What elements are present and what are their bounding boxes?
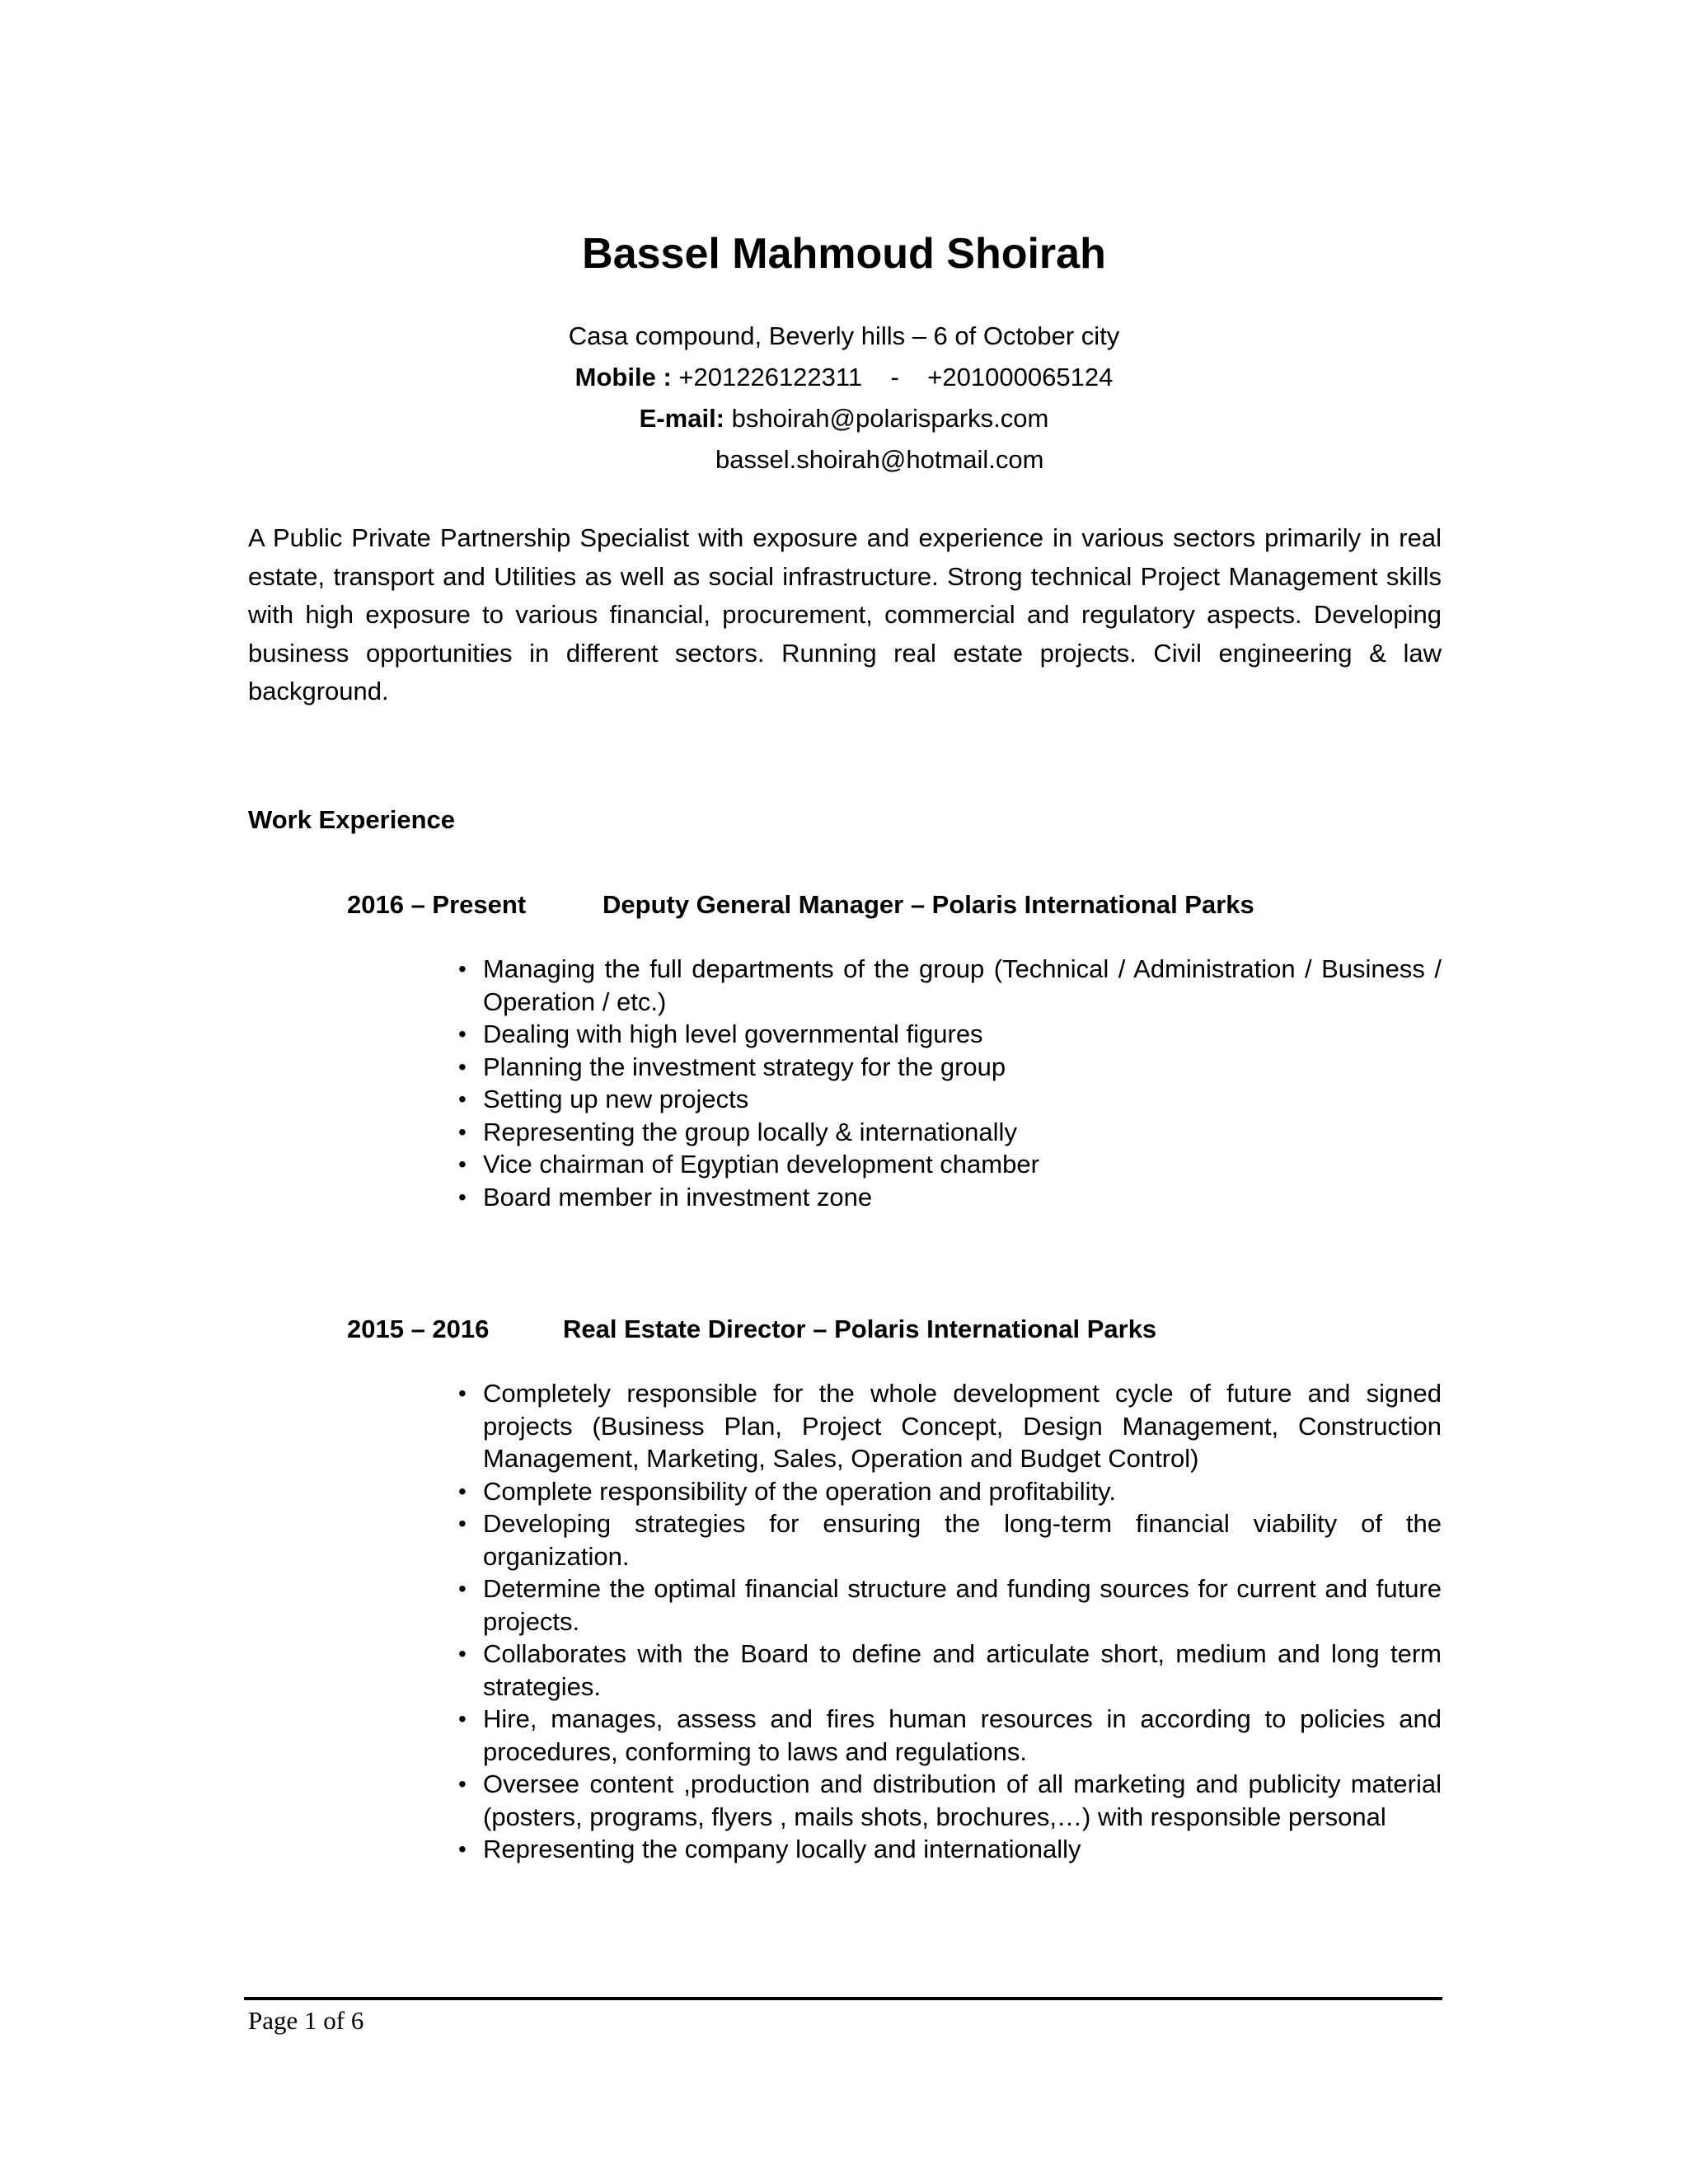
job-title: Real Estate Director – Polaris International Parks	[563, 1315, 1157, 1343]
bullet-icon: •	[458, 956, 467, 982]
duty-item	[458, 1833, 1442, 1866]
job-duties-list	[458, 1377, 1442, 1866]
duty-item	[458, 1572, 1442, 1638]
bullet-icon: •	[458, 1836, 467, 1862]
duty-text: Dealing with high level governmental figures	[483, 1019, 983, 1048]
bullet-icon: •	[458, 1641, 467, 1666]
job-period: 2015 – 2016	[347, 1315, 490, 1343]
job-period: 2016 – Present	[347, 890, 527, 919]
duty-item	[458, 1475, 1442, 1508]
duty-text: Setting up new projects	[483, 1085, 749, 1113]
duty-item	[458, 1051, 1442, 1084]
duty-item	[458, 1703, 1442, 1768]
mobile-numbers: +201226122311 - +201000065124	[671, 363, 1114, 391]
duty-text: Board member in investment zone	[483, 1182, 873, 1212]
duty-text: Representing the company locally and internationally	[483, 1835, 1081, 1863]
bullet-icon: •	[458, 1183, 467, 1210]
duty-text: Hire, manages, assess and fires human resources in according to policies and procedures, conforming to laws and regulations.	[483, 1704, 1442, 1766]
bullet-icon: •	[458, 1053, 467, 1080]
duty-text: Complete responsibility of the operation and profitability.	[483, 1476, 1116, 1506]
duty-text: Collaborates with the Board to define and articulate short, medium and long term strategies.	[483, 1639, 1442, 1701]
duty-text: Completely responsible for the whole development cycle of future and signed projects (Business Plan, Project Concept, Design Management, Construction Management, Marketing, Sales, Operation and Budget Control)	[483, 1379, 1442, 1473]
duty-text: Determine the optimal financial structure and funding sources for current and future projects.	[483, 1574, 1442, 1636]
bullet-icon: •	[458, 1086, 467, 1112]
duty-item	[458, 1148, 1442, 1181]
job-heading	[347, 888, 1254, 921]
bullet-icon: •	[458, 1576, 467, 1601]
bullet-icon: •	[458, 1771, 467, 1797]
duty-text: Planning the investment strategy for the group	[483, 1052, 1006, 1081]
duty-item	[458, 953, 1442, 1018]
work-experience-heading: Work Experience	[248, 805, 455, 834]
job-title: Deputy General Manager – Polaris International Parks	[603, 890, 1254, 919]
duty-item	[458, 1116, 1442, 1149]
duty-item	[458, 1018, 1442, 1051]
duty-text: Representing the group locally & internationally	[483, 1117, 1017, 1146]
duty-item	[458, 1768, 1442, 1833]
bullet-icon: •	[458, 1478, 467, 1504]
duty-text: Managing the full departments of the group (Technical / Administration / Business / Operation / etc.)	[483, 954, 1442, 1016]
duty-item	[458, 1083, 1442, 1116]
email-line	[0, 402, 1688, 435]
bullet-icon: •	[458, 1021, 467, 1047]
email-label: E-mail:	[639, 404, 725, 433]
bullet-icon: •	[458, 1118, 467, 1145]
duty-text: Oversee content ,production and distribution of all marketing and publicity material (posters, programs, flyers , mails shots, brochures,…) with responsible personal	[483, 1769, 1442, 1831]
email-secondary: bassel.shoirah@hotmail.com	[715, 445, 1044, 474]
footer-rule	[244, 1997, 1442, 2000]
bullet-icon: •	[458, 1151, 467, 1177]
mobile-line	[0, 361, 1688, 394]
email-primary: bshoirah@polarisparks.com	[724, 404, 1049, 433]
duty-item	[458, 1181, 1442, 1214]
duty-item	[458, 1507, 1442, 1572]
bullet-icon: •	[458, 1511, 467, 1536]
duty-item	[458, 1638, 1442, 1703]
bullet-icon: •	[458, 1380, 467, 1406]
duty-item	[458, 1377, 1442, 1475]
profile-summary: A Public Private Partnership Specialist with exposure and experience in various sectors primarily in real estate, transport and Utilities as well as social infrastructure. Strong technical Project Management skills with high exposure to various financial, procurement, commercial and regulatory aspects. Developing business opportunities in different sectors. Running real estate projects. Civil engineering & law background.	[248, 523, 1442, 705]
candidate-name: Bassel Mahmoud Shoirah	[582, 230, 1106, 278]
duty-text: Vice chairman of Egyptian development chamber	[483, 1150, 1039, 1179]
job-duties-list	[458, 953, 1442, 1213]
bullet-icon: •	[458, 1706, 467, 1732]
duty-text: Developing strategies for ensuring the long-term financial viability of the organization.	[483, 1509, 1442, 1571]
job-heading	[347, 1313, 1157, 1346]
page-number: Page 1 of 6	[248, 2006, 364, 2035]
address: Casa compound, Beverly hills – 6 of October city	[568, 321, 1120, 350]
mobile-label: Mobile :	[574, 363, 672, 391]
